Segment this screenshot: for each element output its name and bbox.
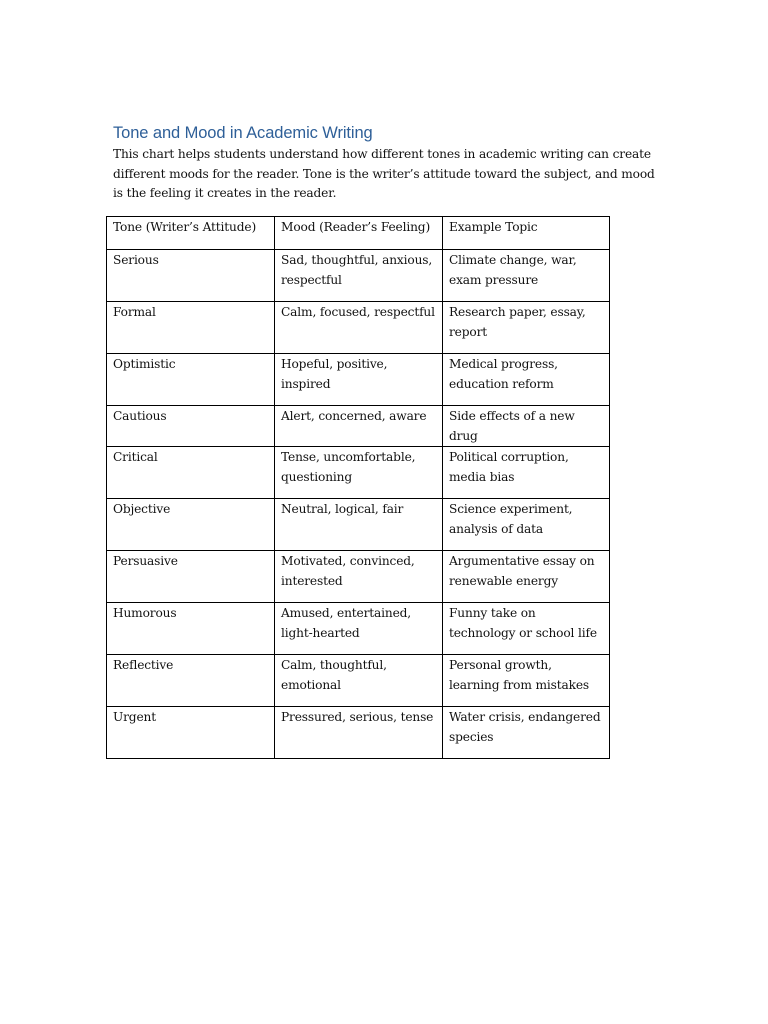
table-row	[107, 406, 610, 447]
tone-cell: Persuasive	[107, 551, 275, 603]
table-row	[107, 250, 610, 302]
mood-cell: Alert, concerned, aware	[275, 406, 443, 447]
tone-cell: Humorous	[107, 603, 275, 655]
tone-mood-table	[106, 216, 610, 759]
table-row	[107, 354, 610, 406]
topic-cell: Medical progress, education reform	[443, 354, 610, 406]
topic-cell: Water crisis, endangered species	[443, 707, 610, 759]
tone-cell: Reflective	[107, 655, 275, 707]
table-row	[107, 499, 610, 551]
topic-cell: Personal growth, learning from mistakes	[443, 655, 610, 707]
table-row	[107, 447, 610, 499]
topic-cell: Funny take on technology or school life	[443, 603, 610, 655]
document-title: Tone and Mood in Academic Writing	[113, 124, 373, 142]
tone-cell: Formal	[107, 302, 275, 354]
topic-cell: Science experiment, analysis of data	[443, 499, 610, 551]
tone-cell: Cautious	[107, 406, 275, 447]
table-row	[107, 707, 610, 759]
tone-cell: Urgent	[107, 707, 275, 759]
mood-cell: Amused, entertained, light-hearted	[275, 603, 443, 655]
mood-cell: Calm, focused, respectful	[275, 302, 443, 354]
header-mood: Mood (Reader’s Feeling)	[275, 217, 443, 250]
table-row	[107, 603, 610, 655]
header-topic: Example Topic	[443, 217, 610, 250]
tone-cell: Critical	[107, 447, 275, 499]
topic-cell: Political corruption, media bias	[443, 447, 610, 499]
topic-cell: Argumentative essay on renewable energy	[443, 551, 610, 603]
mood-cell: Hopeful, positive, inspired	[275, 354, 443, 406]
tone-cell: Serious	[107, 250, 275, 302]
table-row	[107, 655, 610, 707]
topic-cell: Side effects of a new drug	[443, 406, 610, 447]
mood-cell: Sad, thoughtful, anxious, respectful	[275, 250, 443, 302]
mood-cell: Neutral, logical, fair	[275, 499, 443, 551]
intro-paragraph: This chart helps students understand how different tones in academic writing can create different moods for the reader. Tone is the writer’s attitude toward the subject, and mood is the feeling it creates in the reader.	[113, 147, 655, 200]
tone-cell: Optimistic	[107, 354, 275, 406]
tone-cell: Objective	[107, 499, 275, 551]
mood-cell: Pressured, serious, tense	[275, 707, 443, 759]
mood-cell: Calm, thoughtful, emotional	[275, 655, 443, 707]
table-header-row	[107, 217, 610, 250]
mood-cell: Motivated, convinced, interested	[275, 551, 443, 603]
table-row	[107, 551, 610, 603]
table-row	[107, 302, 610, 354]
topic-cell: Climate change, war, exam pressure	[443, 250, 610, 302]
mood-cell: Tense, uncomfortable, questioning	[275, 447, 443, 499]
header-tone: Tone (Writer’s Attitude)	[107, 217, 275, 250]
topic-cell: Research paper, essay, report	[443, 302, 610, 354]
